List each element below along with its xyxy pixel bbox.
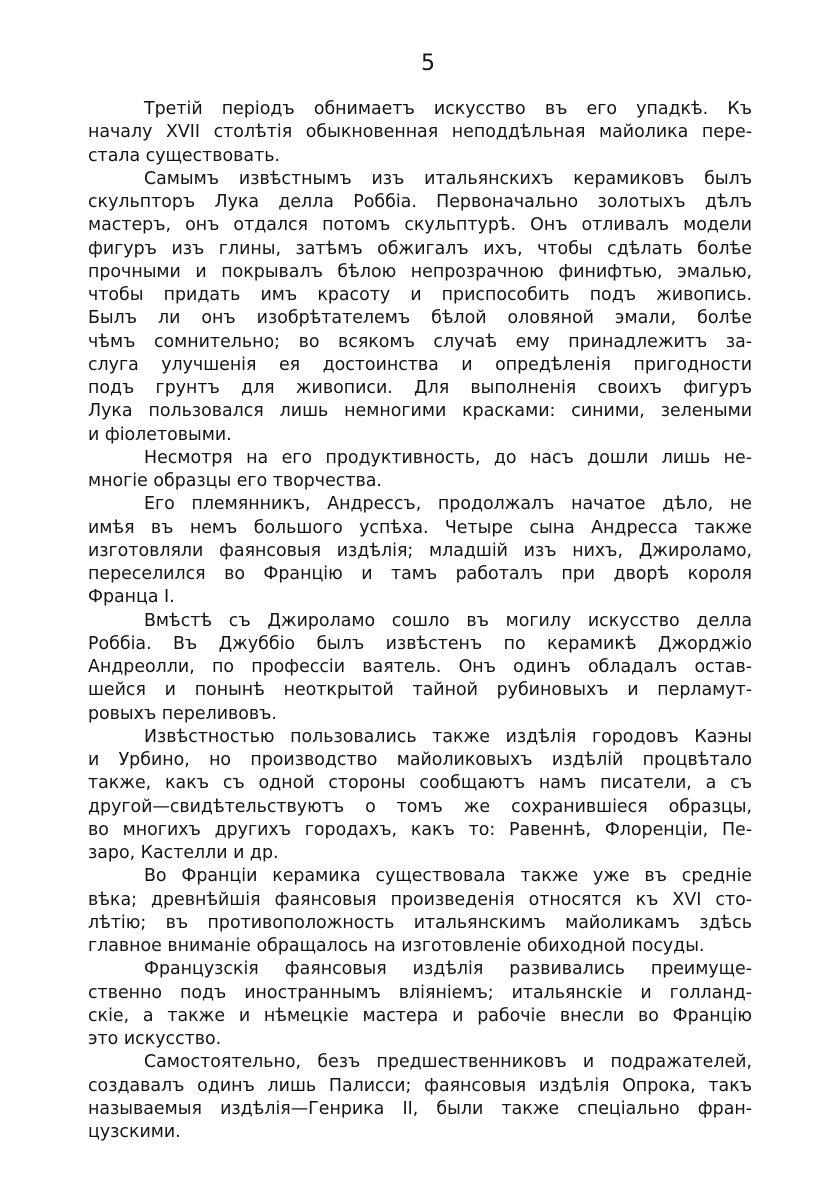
text-line: скіе, а также и нѣмецкіе мастера и рабочіе внесли во Францію: [88, 1005, 752, 1026]
text-line: создавалъ одинъ лишь Палисси; фаянсовыя издѣлія Опрока, такъ: [88, 1075, 752, 1096]
text-line: Самымъ извѣстнымъ изъ итальянскихъ керамиковъ былъ: [144, 168, 752, 189]
text-line: шейся и понынѣ неоткрытой тайной рубиновыхъ и перламут-: [88, 680, 752, 701]
text-line: Несмотря на его продуктивность, до насъ дошли лишь не-: [144, 447, 752, 468]
text-line: подъ грунтъ для живописи. Для выполненія своихъ фигуръ: [88, 378, 752, 398]
text-line: и фіолетовыми.: [88, 424, 232, 445]
text-line: во многихъ другихъ городахъ, какъ то: Равеннѣ, Флоренціи, Пе-: [88, 819, 752, 840]
text-line: называемыя издѣлія—Генрика II, были также спеціально фран-: [88, 1098, 752, 1119]
text-line: Извѣстностью пользовались также издѣлія городовъ Каэны: [144, 726, 752, 747]
page-number: 5: [421, 51, 435, 76]
paragraph: [88, 98, 752, 168]
body-text: [88, 98, 752, 1144]
text-line: фигуръ изъ глины, затѣмъ обжигалъ ихъ, чтобы сдѣлать болѣе: [88, 238, 752, 259]
text-line: Лука пользовался лишь немногими красками: синими, зелеными: [88, 401, 752, 422]
paragraph: [88, 447, 752, 494]
text-line: ственно подъ иностраннымъ вліяніемъ; итальянскіе и голланд-: [88, 982, 752, 1003]
text-line: также, какъ съ одной стороны сообщаютъ намъ писатели, а съ: [88, 773, 752, 794]
text-line: слуга улучшенія ея достоинства и опредѣленія пригодности: [88, 354, 752, 375]
paragraph: [88, 610, 752, 726]
text-line: Французскія фаянсовыя издѣлія развивались преимуще-: [144, 959, 752, 980]
text-line: скульпторъ Лука делла Роббіа. Первоначально золотыхъ дѣлъ: [88, 192, 752, 212]
text-line: стала существовать.: [88, 145, 280, 166]
text-line: Вмѣстѣ съ Джироламо сошло въ могилу искусство делла: [144, 610, 752, 631]
text-line: вѣка; древнѣйшія фаянсовыя произведенія относятся къ XVI сто-: [88, 889, 752, 910]
text-line: Былъ ли онъ изобрѣтателемъ бѣлой оловяной эмали, болѣе: [88, 308, 752, 329]
text-line: изготовляли фаянсовыя издѣлія; младшій изъ нихъ, Джироламо,: [88, 540, 752, 561]
text-line: заро, Кастелли и др.: [88, 843, 279, 863]
text-line: началу XVII столѣтія обыкновенная неподдѣльная майолика пере-: [88, 122, 752, 143]
text-line: Третій періодъ обнимаетъ искусство въ его упадкѣ. Къ: [144, 99, 752, 119]
paragraph: [88, 1051, 752, 1144]
text-line: Во Франціи керамика существовала также уже въ средніе: [144, 866, 752, 887]
text-line: мастеръ, онъ отдался потомъ скульптурѣ. Онъ отливалъ модели: [88, 215, 752, 236]
text-line: чѣмъ сомнительно; во всякомъ случаѣ ему принадлежитъ за-: [88, 331, 752, 352]
text-line: переселился во Францію и тамъ работалъ при дворѣ короля: [88, 564, 752, 584]
text-line: ровыхъ переливовъ.: [88, 703, 277, 724]
text-line: Самостоятельно, безъ предшественниковъ и подражателей,: [144, 1052, 752, 1073]
text-line: главное вниманіе обращалось на изготовленіе обиходной посуды.: [88, 936, 705, 956]
text-line: чтобы придать имъ красоту и приспособить подъ живопись.: [88, 285, 752, 305]
text-line: цузскими.: [88, 1122, 181, 1142]
text-line: другой—свидѣтельствуютъ о томъ же сохранившіеся образцы,: [88, 796, 752, 817]
text-line: и Урбино, но производство майоликовыхъ издѣлій процвѣтало: [88, 750, 752, 770]
text-line: Роббіа. Въ Джуббіо былъ извѣстенъ по керамикѣ Джорджіо: [88, 633, 752, 654]
paragraph: [88, 865, 752, 958]
text-line: Андреолли, по профессіи ваятель. Онъ одинъ обладалъ остав-: [88, 657, 752, 677]
text-line: Франца I.: [88, 587, 175, 608]
paragraph: [88, 493, 752, 609]
text-line: лѣтію; въ противоположность итальянскимъ майоликамъ здѣсь: [88, 912, 752, 933]
text-line: Его племянникъ, Андрессъ, продолжалъ начатое дѣло, не: [144, 494, 752, 515]
paragraph: [88, 726, 752, 866]
text-line: имѣя въ немъ большого успѣха. Четыре сына Андресса также: [88, 517, 752, 538]
text-line: прочными и покрывалъ бѣлою непрозрачною финифтью, эмалью,: [88, 261, 752, 282]
text-line: это искусство.: [88, 1029, 222, 1049]
text-line: многіе образцы его творчества.: [88, 471, 382, 491]
paragraph: [88, 168, 752, 447]
paragraph: [88, 958, 752, 1051]
